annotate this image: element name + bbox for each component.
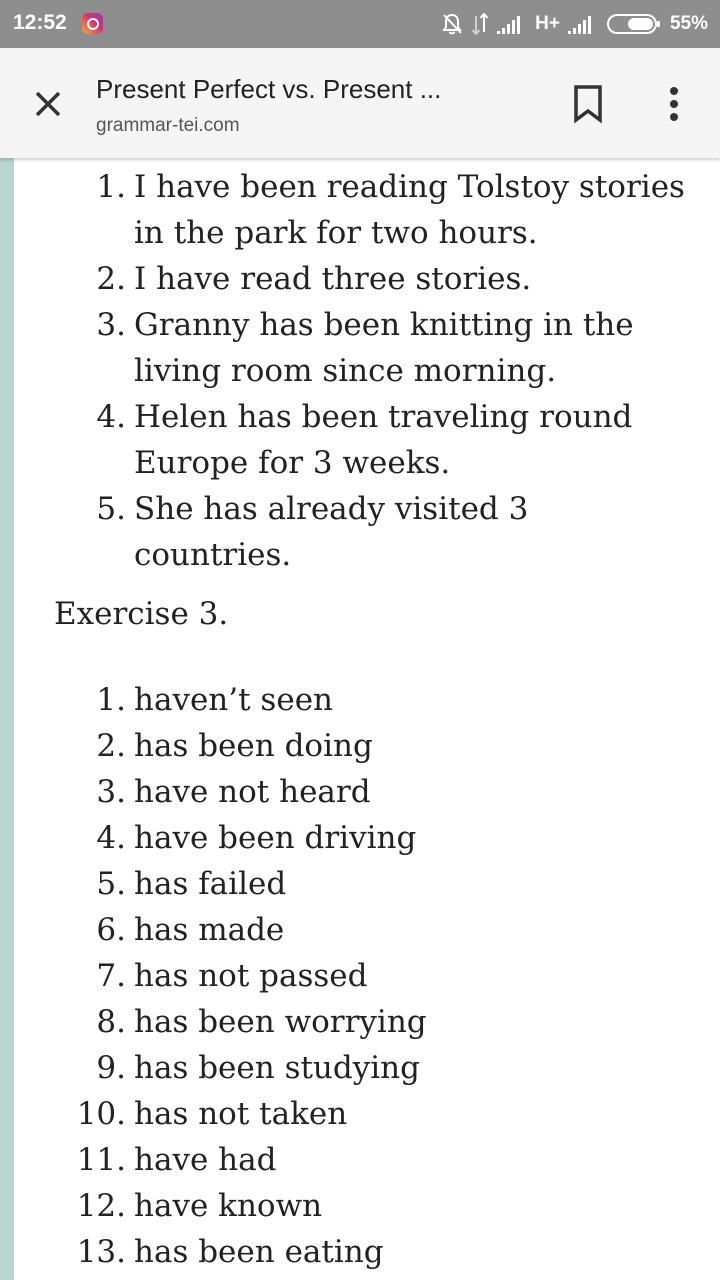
- instagram-icon: [82, 13, 103, 34]
- list-text: has been doing: [134, 728, 373, 764]
- list-number: 4.: [96, 399, 126, 435]
- browser-toolbar: [0, 48, 720, 158]
- list-number: 4.: [96, 820, 126, 856]
- battery-percent: 55%: [669, 13, 708, 34]
- list-item: [14, 1091, 694, 1137]
- list-text: has been studying: [134, 1050, 420, 1086]
- list-item: [14, 1045, 694, 1091]
- list-number: 5.: [96, 491, 126, 527]
- list-text: Granny has been knitting in the living room since morning.: [134, 307, 634, 389]
- list-item: [14, 907, 694, 953]
- list-item: [14, 677, 694, 723]
- list-number: 1.: [96, 682, 126, 718]
- list-text: has been worrying: [134, 1004, 427, 1040]
- list-item: [14, 394, 694, 486]
- list-item: [14, 1229, 694, 1275]
- list-number: 8.: [96, 1004, 126, 1040]
- page-content: [14, 158, 720, 1280]
- answer-list-previous: [14, 164, 694, 578]
- list-item: [14, 861, 694, 907]
- list-text: has made: [134, 912, 285, 948]
- list-item: [14, 769, 694, 815]
- list-number: 7.: [96, 958, 126, 994]
- list-number: 9.: [96, 1050, 126, 1086]
- list-number: 13.: [76, 1234, 126, 1270]
- signal-icon: [497, 13, 527, 35]
- data-arrows-icon: [471, 13, 489, 35]
- list-text: I have read three stories.: [134, 261, 532, 297]
- list-number: 2.: [96, 728, 126, 764]
- list-item: [14, 723, 694, 769]
- network-type: H+: [535, 13, 560, 34]
- list-number: 11.: [76, 1142, 126, 1178]
- list-item: [14, 164, 694, 256]
- list-item: [14, 1183, 694, 1229]
- status-time: 12:52: [13, 11, 67, 34]
- list-item: [14, 486, 694, 578]
- list-text: has not taken: [134, 1096, 348, 1132]
- status-bar: [0, 0, 720, 48]
- list-text: She has already visited 3 countries.: [134, 491, 529, 573]
- list-item: [14, 1137, 694, 1183]
- list-text: Helen has been traveling round Europe for 3 weeks.: [134, 399, 633, 481]
- answer-list-exercise-3: [14, 677, 694, 1275]
- status-icons: [441, 0, 708, 48]
- list-number: 10.: [76, 1096, 126, 1132]
- list-number: 12.: [76, 1188, 126, 1224]
- list-text: haven’t seen: [134, 682, 334, 718]
- page-url: grammar-tei.com: [96, 115, 240, 136]
- list-item: [14, 815, 694, 861]
- list-text: has not passed: [134, 958, 368, 994]
- list-text: has failed: [134, 866, 287, 902]
- list-number: 3.: [96, 774, 126, 810]
- list-text: I have been reading Tolstoy stories in the park for two hours.: [134, 169, 685, 251]
- signal-icon: [568, 13, 598, 35]
- list-text: have not heard: [134, 774, 371, 810]
- list-text: have had: [134, 1142, 277, 1178]
- exercise-heading: Exercise 3.: [54, 596, 229, 632]
- more-vert-icon[interactable]: [660, 84, 688, 124]
- list-item: [14, 999, 694, 1045]
- list-item: [14, 256, 694, 302]
- list-number: 6.: [96, 912, 126, 948]
- list-text: have known: [134, 1188, 323, 1224]
- bookmark-icon[interactable]: [570, 84, 606, 124]
- list-number: 3.: [96, 307, 126, 343]
- list-text: have been driving: [134, 820, 417, 856]
- bell-muted-icon: [441, 12, 463, 36]
- list-number: 5.: [96, 866, 126, 902]
- page-title: Present Perfect vs. Present ...: [96, 74, 442, 104]
- close-icon[interactable]: [28, 84, 68, 124]
- list-text: has been eating: [134, 1234, 384, 1270]
- battery-icon: [606, 12, 662, 36]
- list-number: 2.: [96, 261, 126, 297]
- list-item: [14, 953, 694, 999]
- list-item: [14, 302, 694, 394]
- list-number: 1.: [96, 169, 126, 205]
